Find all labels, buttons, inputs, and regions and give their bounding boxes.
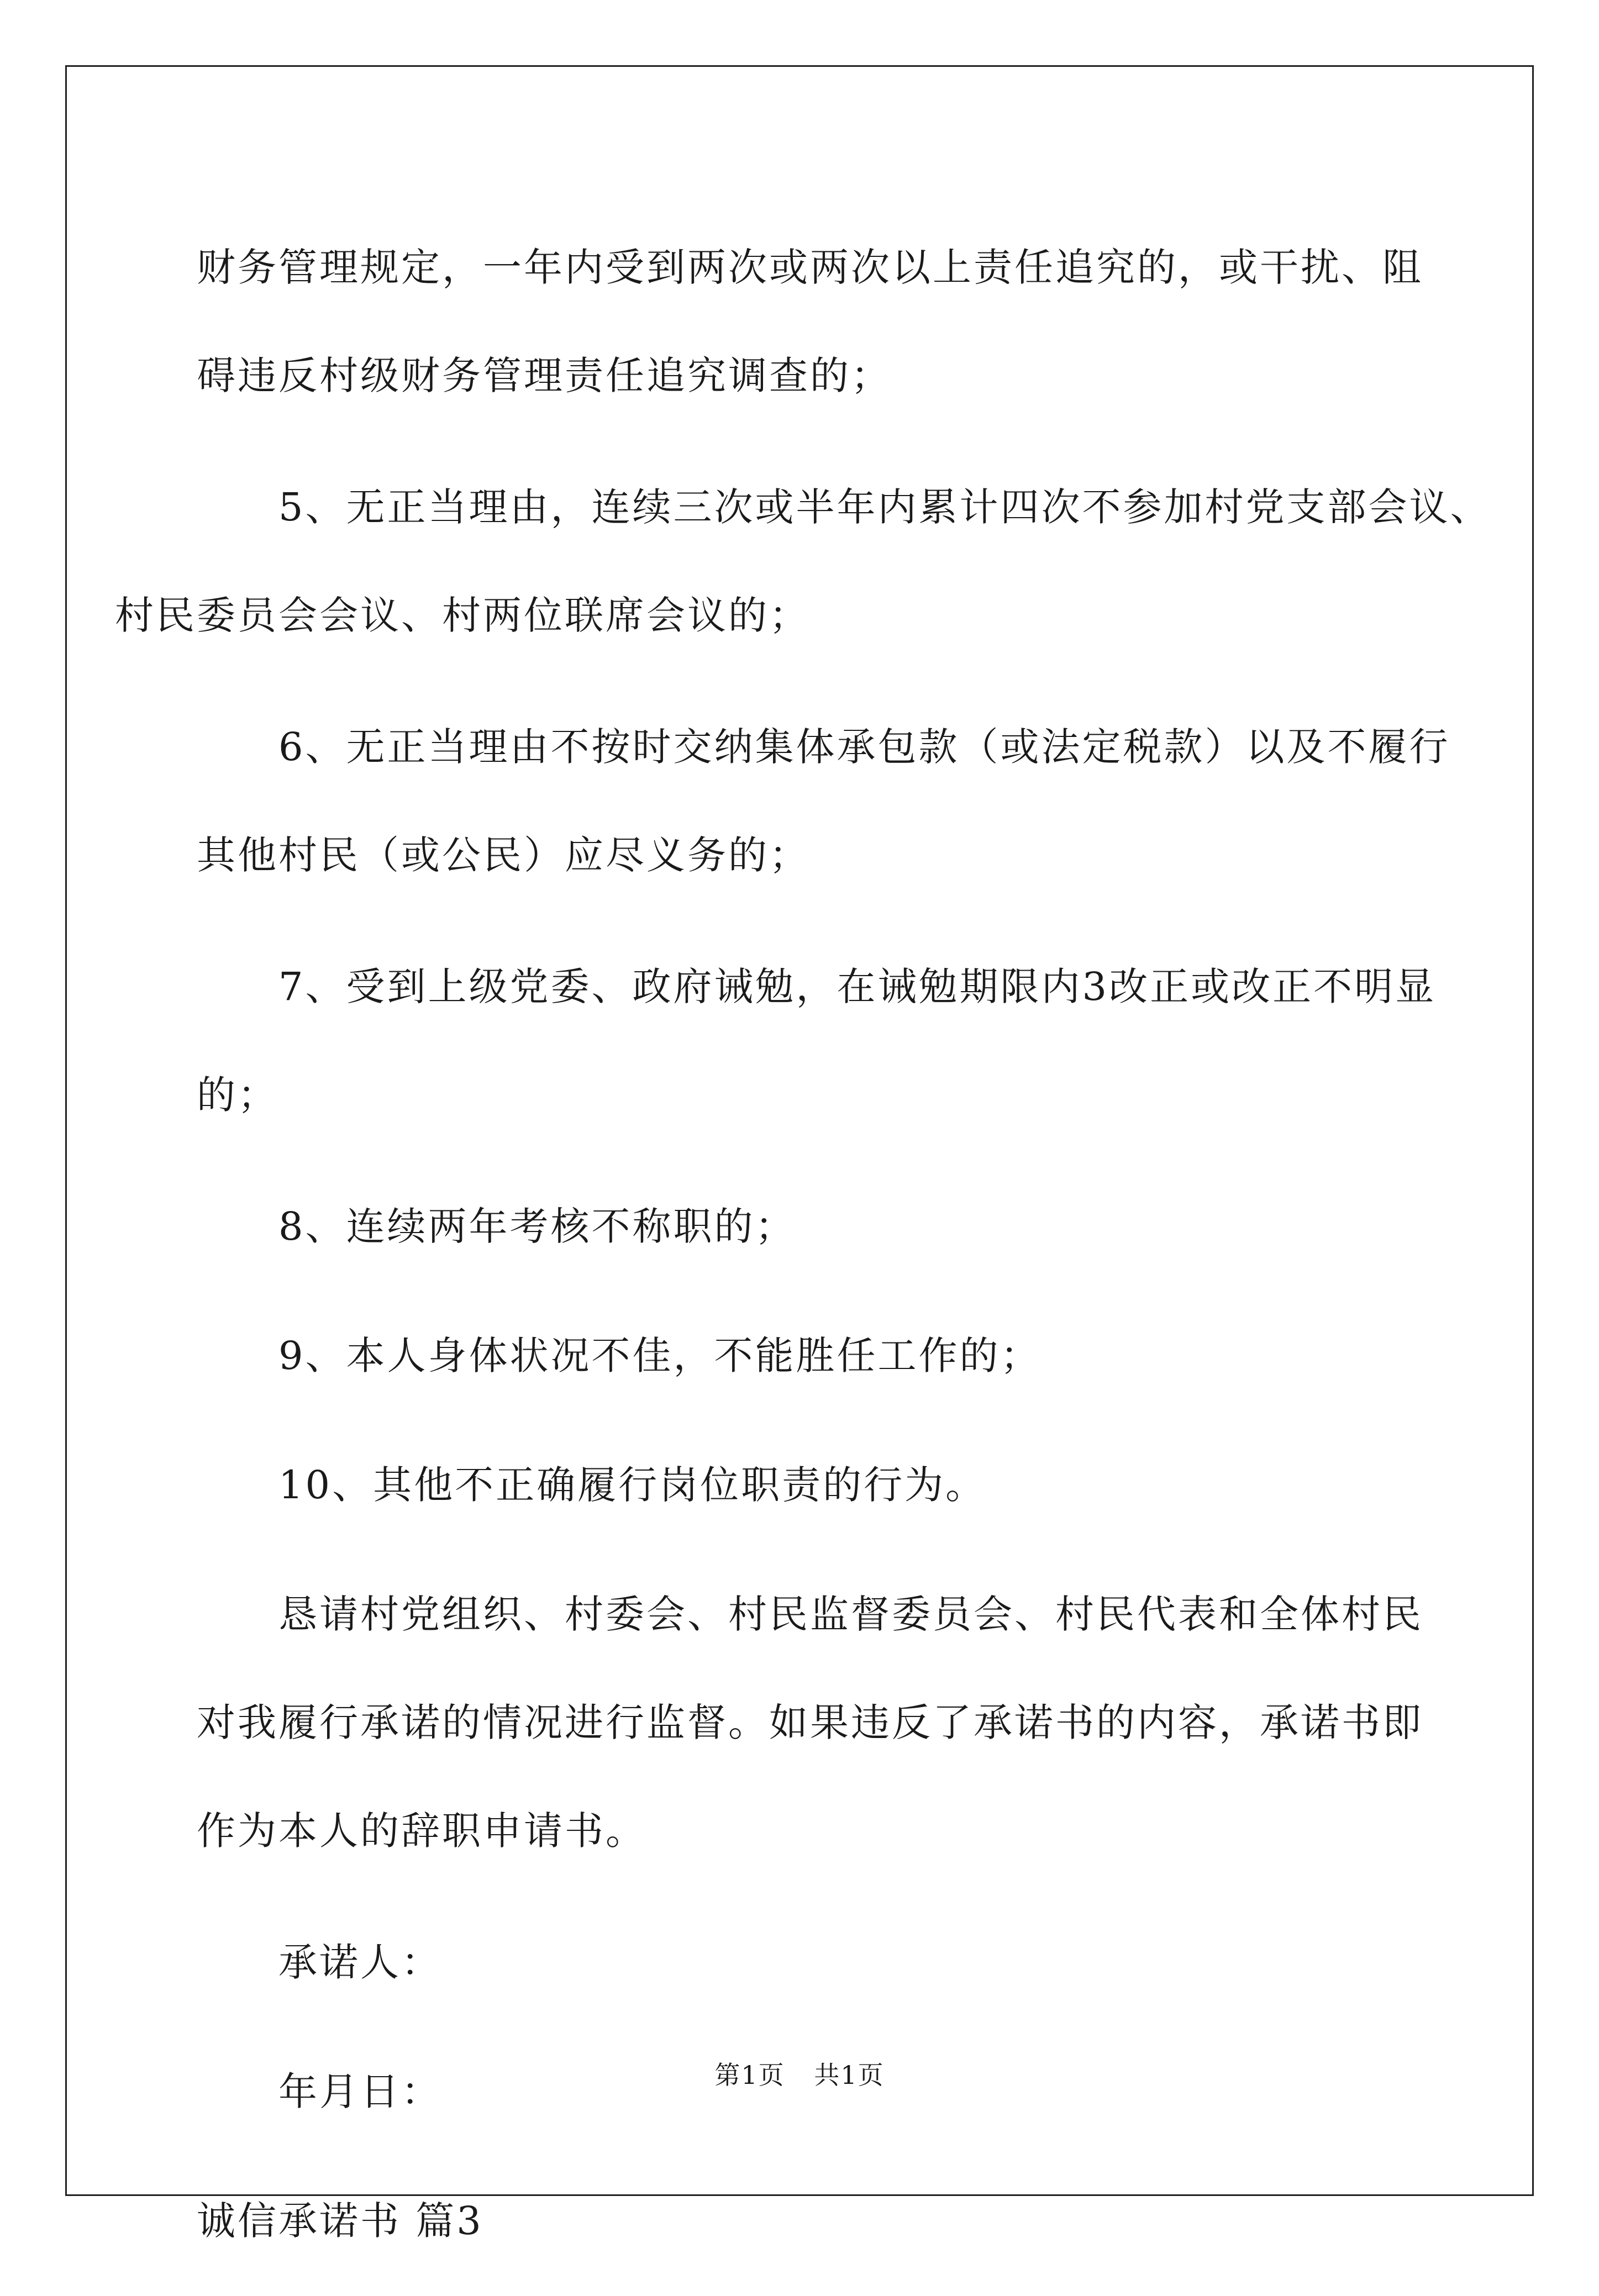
signature-promisor (197, 1908, 1409, 2016)
paragraph-supervision-request (197, 1560, 1423, 1885)
text-line: 对我履行承诺的情况进行监督。如果违反了承诺书的内容，承诺书即 (197, 1700, 1423, 1745)
text-line: 5、无正当理由，连续三次或半年内累计四次不参加村党支部会议、 (278, 485, 1491, 530)
paragraph-item-10 (197, 1431, 1409, 1539)
paragraph-item-9 (197, 1302, 1409, 1410)
paragraph-item-6 (197, 693, 1450, 909)
text-line: 10、其他不正确履行岗位职责的行为。 (278, 1462, 987, 1508)
page-footer (0, 2055, 1599, 2092)
text-line: 作为本人的辞职申请书。 (197, 1808, 646, 1853)
total-pages: 共1页 (814, 2060, 885, 2090)
text-line: 8、连续两年考核不称职的； (278, 1204, 796, 1249)
paragraph-item-5 (115, 453, 1491, 670)
text-line: 村民委员会会议、村两位联席会议的； (115, 593, 810, 638)
text-line: 的； (197, 1072, 278, 1118)
text-line: 碍违反村级财务管理责任追究调查的； (197, 353, 892, 398)
text-line: 承诺人： (278, 1940, 442, 1985)
current-page-number: 第1页 (714, 2060, 785, 2090)
paragraph-continued (197, 213, 1423, 430)
text-line: 6、无正当理由不按时交纳集体承包款（或法定税款）以及不履行 (278, 724, 1450, 770)
text-line: 其他村民（或公民）应尽义务的； (197, 833, 810, 878)
section-heading (197, 2167, 1409, 2275)
text-line: 恳请村党组织、村委会、村民监督委员会、村民代表和全体村民 (278, 1592, 1423, 1637)
text-line: 财务管理规定，一年内受到两次或两次以上责任追究的，或干扰、阻 (197, 245, 1423, 290)
paragraph-item-7 (197, 933, 1437, 1149)
signature-date (197, 2037, 1409, 2146)
paragraph-item-8 (197, 1172, 1409, 1281)
text-line: 7、受到上级党委、政府诫勉，在诫勉期限内3改正或改正不明显 (278, 964, 1437, 1009)
text-line: 9、本人身体状况不佳，不能胜任工作的； (278, 1333, 1042, 1378)
text-line: 诚信承诺书 篇3 (197, 2198, 483, 2244)
text-line: 年月日： (278, 2069, 442, 2114)
document-body (115, 213, 1491, 2296)
